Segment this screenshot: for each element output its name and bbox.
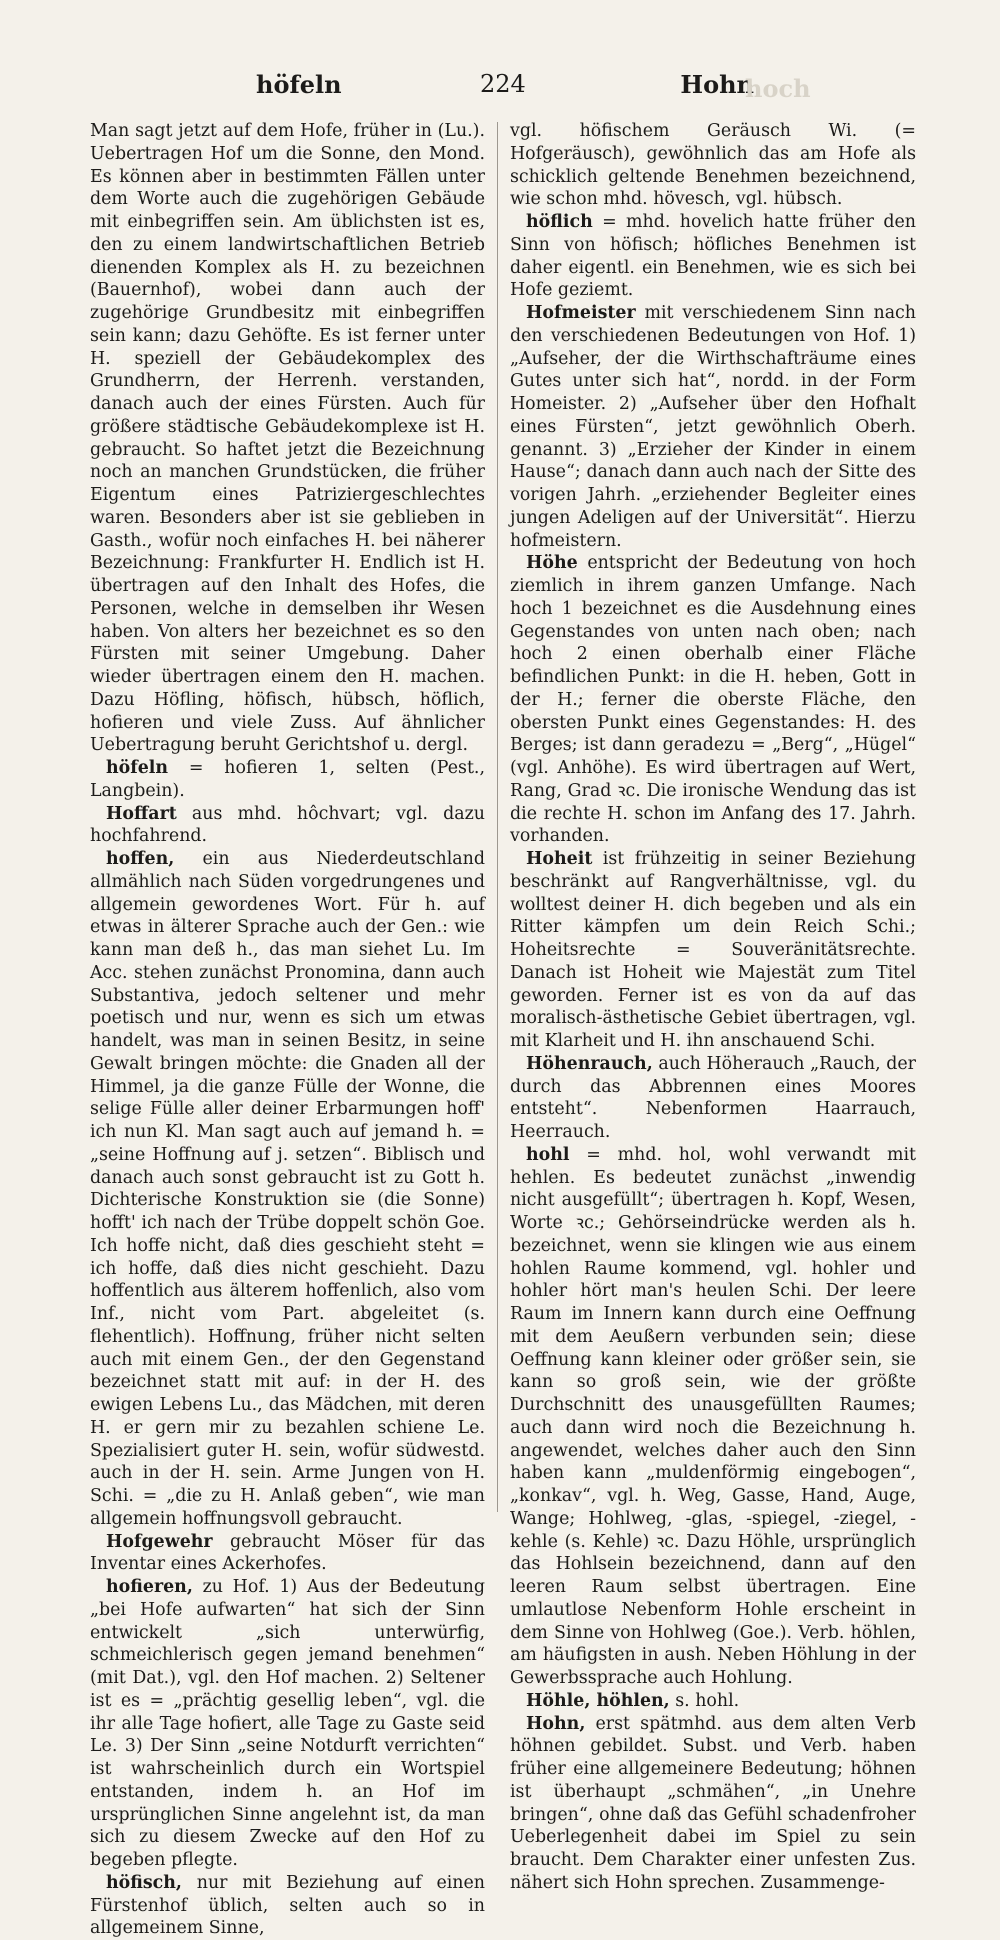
entry-paragraph [510, 120, 916, 211]
bleed-through-text: hoch [745, 74, 811, 103]
headword: hohl [526, 1144, 570, 1165]
page-number: 224 [480, 70, 526, 98]
headword: Höhe [526, 553, 578, 574]
entry-paragraph [90, 803, 485, 849]
entry-paragraph [510, 1144, 916, 1690]
entry-text: auch Höherauch „Rauch, der durch das Abbrennen eines Moores entsteht“. Nebenformen Haarrauch, Heerrauch. [510, 1053, 916, 1142]
headword: Hoheit [526, 849, 593, 869]
entry-text: Man sagt jetzt auf dem Hofe, früher in (Lu.). Uebertragen Hof um die Sonne, den Mond. Es können aber in bestimmten Fällen unter dem Worte auch die zugehörigen Gebäude mit einbegriffen sein. Am üblichsten ist es, den zu einem landwirtschaftlichen Betrieb dienenden Komplex als H. zu bezeichnen (Bauernhof), wobei dann auch der zugehörige Grundbesitz mit einbegriffen sein kann; dazu Gehöfte. Es ist ferner unter H. speziell der Gebäudekomplex des Grundherrn, der Herrenh. verstanden, danach auch der eines Fürsten. Auch für größere städtische Gebäudekomplexe ist H. gebraucht. So haftet jetzt die Bezeichnung noch an manchen Grundstücken, die früher Eigentum eines Patriziergeschlechtes waren. Besonders aber ist sie geblieben in Gasth., wofür noch einfaches H. bei näherer Bezeichnung: Frankfurter H. Endlich ist H. übertragen auf den Inhalt des Hofes, die Personen, welche in demselben ihr Wesen haben. Von alters her bezeichnet es so den Fürsten mit seiner Umgebung. Daher wieder übertragen einem den H. machen. Dazu Höfling, höfisch, hübsch, höflich, hofieren und viele Zuss. Auf ähnlicher Uebertragung beruht Gerichtshof u. dergl. [90, 121, 485, 756]
entry-text: = mhd. hol, wohl verwandt mit hehlen. Es bedeutet zunächst „inwendig nicht ausgefüllt“; übertragen h. Kopf, Wesen, Worte ꝛc.; Gehörseindrücke werden als h. bezeichnet, wenn sie klingen wie aus einem hohlen Raume kommend, vgl. hohler und hohler hört man's heulen Schi. Der leere Raum im Innern kann durch eine Oeffnung mit dem Aeußern verbunden sein; diese Oeffnung kann kleiner oder größer sein, sie kann so groß sein, wie der größte Durchschnitt des unausgefüllten Raumes; auch dann wird noch die Bezeichnung h. angewendet, welches daher auch den Sinn haben kann „muldenförmig eingebogen“, „konkav“, vgl. h. Weg, Gasse, Hand, Auge, Wange; Hohlweg, -glas, -spiegel, -ziegel, -kehle (s. Kehle) ꝛc. Dazu Höhle, ursprünglich das Hohlsein bezeichnend, dann auf den leeren Raum selbst übertragen. Eine umlautlose Nebenform Hohle erscheint in dem Sinne von Hohlweg (Goe.). Verb. höhlen, am häufigsten in aush. Neben Höhlung in der Gewerbssprache auch Hohlung. [510, 1144, 916, 1688]
entry-text: nur mit Beziehung auf einen Fürstenhof üblich, selten auch so in allgemeinem Sinne, [90, 1872, 485, 1939]
entry-paragraph [90, 757, 485, 803]
entry-paragraph [510, 848, 916, 1053]
entry-paragraph [90, 1576, 485, 1872]
headword: Hohn, [526, 1713, 586, 1734]
left-guide-word: höfeln [256, 70, 342, 99]
entry-paragraph [90, 1531, 485, 1577]
entry-text: vgl. höfischem Geräusch Wi. (= Hofgeräusch), gewöhnlich das am Hofe als schicklich geltende Benehmen bezeichnend, wie schon mhd. hövesch, vgl. hübsch. [510, 121, 916, 210]
headword: Hofgewehr [106, 1531, 213, 1552]
entry-paragraph [510, 302, 916, 552]
entry-paragraph [90, 120, 485, 757]
headword: Hoffart [106, 803, 177, 824]
entry-text: mit verschiedenem Sinn nach den verschiedenen Bedeutungen von Hof. 1) „Aufseher, der die Wirthschafträume eines Gutes unter sich hat“, nordd. in der Form Homeister. 2) „Aufseher über den Hofhalt eines Fürsten“, jetzt gewöhnlich Oberh. genannt. 3) „Erzieher der Kinder in einem Hause“; danach dann auch nach der Sitte des vorigen Jahrh. „erziehender Begleiter eines jungen Adeligen auf der Universität“. Hierzu hofmeistern. [510, 303, 916, 551]
entry-text: aus mhd. hôchvart; vgl. dazu hochfahrend. [90, 803, 485, 847]
entry-text: = mhd. hovelich hatte früher den Sinn von höfisch; höfliches Benehmen ist daher eigentl. ein Benehmen, wie es sich bei Hofe geziemt. [510, 212, 916, 301]
headword: höfisch, [106, 1872, 182, 1893]
headword: Hofmeister [526, 303, 636, 323]
right-guide-word: Hohn [680, 70, 754, 99]
column-divider [497, 122, 498, 1512]
entry-text: s. hohl. [669, 1690, 740, 1711]
entry-text: zu Hof. 1) Aus der Bedeutung „bei Hofe aufwarten“ hat sich der Sinn entwickelt „sich unterwürfig, schmeichlerisch gegen jemand benehmen“ (mit Dat.), vgl. den Hof machen. 2) Seltener ist es = „prächtig gesellig leben“, vgl. die ihr alle Tage hofiert, alle Tage zu Gaste seid Le. 3) Der Sinn „seine Notdurft verrichten“ ist wahrscheinlich durch ein Wortspiel entstanden, indem h. an Hof im ursprünglichen Sinne angelehnt ist, da man sich zu diesem Zwecke auf den Hof zu begeben pflegte. [90, 1577, 485, 1870]
headword: höflich [526, 212, 593, 232]
headword: Höhle, höhlen, [526, 1690, 670, 1711]
entry-paragraph [510, 1690, 916, 1713]
left-column [90, 120, 485, 1939]
entry-paragraph [510, 1053, 916, 1144]
right-column [510, 120, 916, 1893]
entry-text: ein aus Niederdeutschland allmählich nach Süden vorgedrungenes und allgemein gewordenes Wort. Für h. auf etwas in älterer Sprache auch der Gen.: wie kann man deß h., das man siehet Lu. Im Acc. stehen zunächst Pronomina, dann auch Substantiva, jedoch seltener und mehr poetisch und nur, wenn es sich um etwas handelt, was man in seinen Besitz, in seine Gewalt bringen möchte: die Gnaden all der Himmel, ja die ganze Fülle der Wonne, die selige Fülle aller deiner Erbarmungen hoff' ich nun Kl. Man sagt auch auf jemand h. = „seine Hoffnung auf j. setzen“. Biblisch und danach auch sonst gebraucht ist zu Gott h. Dichterische Konstruktion sie (die Sonne) hofft' ich nach der Trübe doppelt schön Goe. Ich hoffe nicht, daß dies geschieht steht = ich hoffe, daß dies nicht geschieht. Dazu hoffentlich aus älterem hoffenlich, also vom Inf., nicht vom Part. abgeleitet (s. flehentlich). Hoffnung, früher nicht selten auch mit einem Gen., der den Gegenstand bezeichnet statt mit auf: in der H. des ewigen Lebens Lu., das Mädchen, mit deren H. er gern mir zu bezahlen schiene Le. Spezialisiert guter H. sein, wofür südwestd. auch in der H. sein. Arme Jungen von H. Schi. = „die zu H. Anlaß geben“, wie man allgemein hoffnungsvoll gebraucht. [90, 849, 485, 1529]
entry-paragraph [90, 848, 485, 1531]
entry-text: erst spätmhd. aus dem alten Verb höhnen gebildet. Subst. und Verb. haben früher eine allgemeinere Bedeutung; höhnen ist überhaupt „schmähen“, „in Unehre bringen“, ohne daß das Gefühl schadenfroher Ueberlegenheit dabei im Spiel zu sein braucht. Dem Charakter einer unfesten Zus. nähert sich Hohn sprechen. Zusammenge- [510, 1713, 916, 1893]
entry-paragraph [510, 211, 916, 302]
entry-text: = hofieren 1, selten (Pest., Langbein). [90, 758, 485, 801]
headword: Höhenrauch, [526, 1053, 653, 1074]
headword: höfeln [106, 758, 169, 778]
entry-text: gebraucht Möser für das Inventar eines Ackerhofes. [90, 1531, 485, 1575]
headword: hoffen, [106, 849, 175, 869]
headword: hofieren, [106, 1577, 193, 1597]
entry-paragraph [510, 552, 916, 848]
entry-text: ist frühzeitig in seiner Beziehung beschränkt auf Rangverhältnisse, vgl. du wolltest deiner H. dich begeben und als ein Ritter kämpfen um dein Reich Schi.; Hoheitsrechte = Souveränitätsrechte. Danach ist Hoheit wie Majestät zum Titel geworden. Ferner ist es von da auf das moralisch-ästhetische Gebiet übertragen, vgl. mit Klarheit und H. ihn anschauend Schi. [510, 849, 916, 1051]
entry-paragraph [90, 1872, 485, 1940]
entry-paragraph [510, 1713, 916, 1895]
entry-text: entspricht der Bedeutung von hoch ziemlich in ihrem ganzen Umfange. Nach hoch 1 bezeichnet es die Ausdehnung eines Gegenstandes von unten nach oben; nach hoch 2 einen oberhalb einer Fläche befindlichen Punkt: in die H. heben, Gott in der H.; ferner die oberste Fläche, den obersten Punkt eines Gegenstandes: H. des Berges; ist dann geradezu = „Berg“, „Hügel“ (vgl. Anhöhe). Es wird übertragen auf Wert, Rang, Grad ꝛc. Die ironische Wendung das ist die rechte H. schon im Anfang des 17. Jahrh. vorhanden. [510, 553, 916, 847]
